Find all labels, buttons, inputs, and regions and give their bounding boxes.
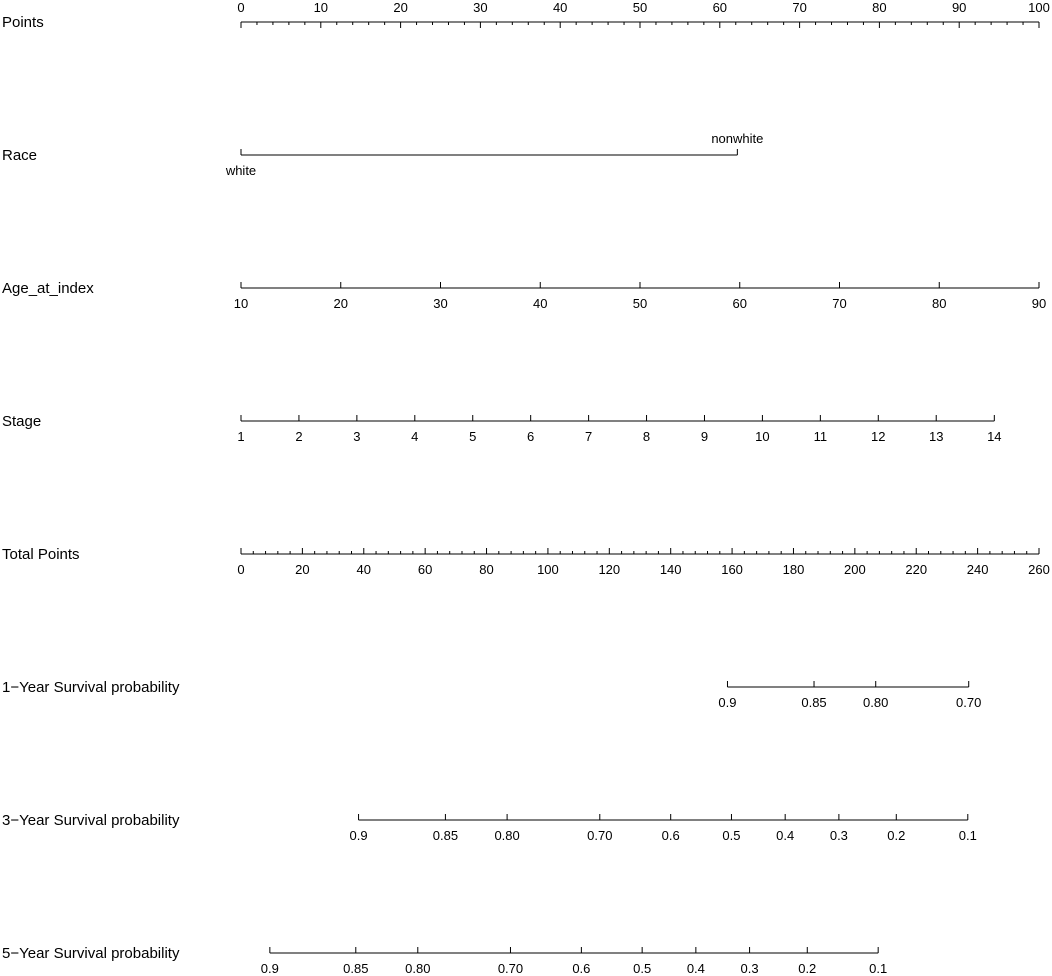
stage-tick-label: 5 [469,429,477,444]
total-points-tick-label: 40 [356,562,372,577]
race-label: Race [2,147,38,164]
total-points-tick-label: 80 [479,562,494,577]
3-year-survival-probability-tick-label: 0.2 [887,828,906,843]
3-year-survival-probability-tick-label: 0.6 [661,828,680,843]
points-tick-label: 10 [313,0,329,15]
5-year-survival-probability-tick-label: 0.5 [633,961,652,976]
age-at-index-tick-label: 40 [533,296,548,311]
5-year-survival-probability-tick-label: 0.6 [572,961,591,976]
5-year-survival-probability-tick-label: 0.9 [260,961,279,976]
stage-tick-label: 6 [527,429,535,444]
age-at-index-tick-label: 10 [233,296,249,311]
points-tick-label: 80 [872,0,887,15]
race-tick-label: nonwhite [711,131,764,146]
3-year-survival-probability-tick-label: 0.1 [958,828,977,843]
points-tick-label: 60 [712,0,728,15]
total-points-tick-label: 200 [843,562,866,577]
stage-label: Stage [2,413,42,430]
total-points-label: Total Points [2,546,80,563]
points-tick-label: 70 [792,0,807,15]
stage-tick-label: 12 [871,429,886,444]
stage-tick-label: 3 [353,429,361,444]
3-year-survival-probability-tick-label: 0.70 [587,828,613,843]
total-points-tick-label: 240 [966,562,989,577]
age-at-index-tick-label: 70 [832,296,847,311]
total-points-tick-label: 260 [1028,562,1050,577]
age-at-index-tick-label: 60 [732,296,747,311]
stage-tick-label: 1 [237,429,245,444]
5-year-survival-probability-tick-label: 0.1 [869,961,888,976]
total-points-tick-label: 220 [905,562,928,577]
3-year-survival-probability-tick-label: 0.9 [349,828,368,843]
5-year-survival-probability-label: 5−Year Survival probability [2,945,180,962]
total-points-tick-label: 20 [295,562,310,577]
stage-tick-label: 7 [584,429,593,444]
age-at-index-tick-label: 90 [1031,296,1047,311]
1-year-survival-probability-tick-label: 0.80 [863,695,889,710]
total-points-tick-label: 60 [417,562,433,577]
total-points-tick-label: 180 [782,562,805,577]
5-year-survival-probability-tick-label: 0.85 [343,961,369,976]
3-year-survival-probability-tick-label: 0.80 [494,828,520,843]
1-year-survival-probability-tick-label: 0.85 [801,695,827,710]
points-tick-label: 50 [632,0,648,15]
1-year-survival-probability-tick-label: 0.9 [718,695,737,710]
1-year-survival-probability-label: 1−Year Survival probability [2,679,180,696]
3-year-survival-probability-tick-label: 0.4 [776,828,795,843]
total-points-tick-label: 0 [237,562,245,577]
age-at-index-tick-label: 30 [433,296,448,311]
points-tick-label: 90 [951,0,967,15]
stage-tick-label: 10 [755,429,770,444]
stage-tick-label: 8 [642,429,651,444]
5-year-survival-probability-tick-label: 0.3 [740,961,759,976]
5-year-survival-probability-tick-label: 0.4 [686,961,705,976]
total-points-tick-label: 140 [659,562,682,577]
age-at-index-label: Age_at_index [2,280,94,297]
age-at-index-tick-label: 80 [932,296,947,311]
points-tick-label: 20 [393,0,408,15]
5-year-survival-probability-tick-label: 0.70 [497,961,524,976]
total-points-tick-label: 120 [598,562,621,577]
stage-tick-label: 14 [987,429,1002,444]
5-year-survival-probability-tick-label: 0.2 [798,961,817,976]
1-year-survival-probability-tick-label: 0.70 [956,695,982,710]
stage-tick-label: 4 [411,429,419,444]
3-year-survival-probability-tick-label: 0.3 [829,828,848,843]
stage-tick-label: 9 [700,429,709,444]
total-points-tick-label: 160 [721,562,743,577]
race-tick-label: white [225,163,257,178]
points-label: Points [2,14,44,31]
age-at-index-tick-label: 50 [632,296,648,311]
points-tick-label: 0 [237,0,245,15]
3-year-survival-probability-label: 3−Year Survival probability [2,812,180,829]
3-year-survival-probability-tick-label: 0.5 [722,828,741,843]
stage-tick-label: 13 [928,429,944,444]
stage-tick-label: 11 [813,429,828,444]
total-points-tick-label: 100 [537,562,559,577]
5-year-survival-probability-tick-label: 0.80 [405,961,431,976]
stage-tick-label: 2 [295,429,303,444]
3-year-survival-probability-tick-label: 0.85 [432,828,459,843]
age-at-index-tick-label: 20 [333,296,348,311]
points-tick-label: 40 [552,0,568,15]
points-tick-label: 30 [473,0,488,15]
points-tick-label: 100 [1028,0,1050,15]
